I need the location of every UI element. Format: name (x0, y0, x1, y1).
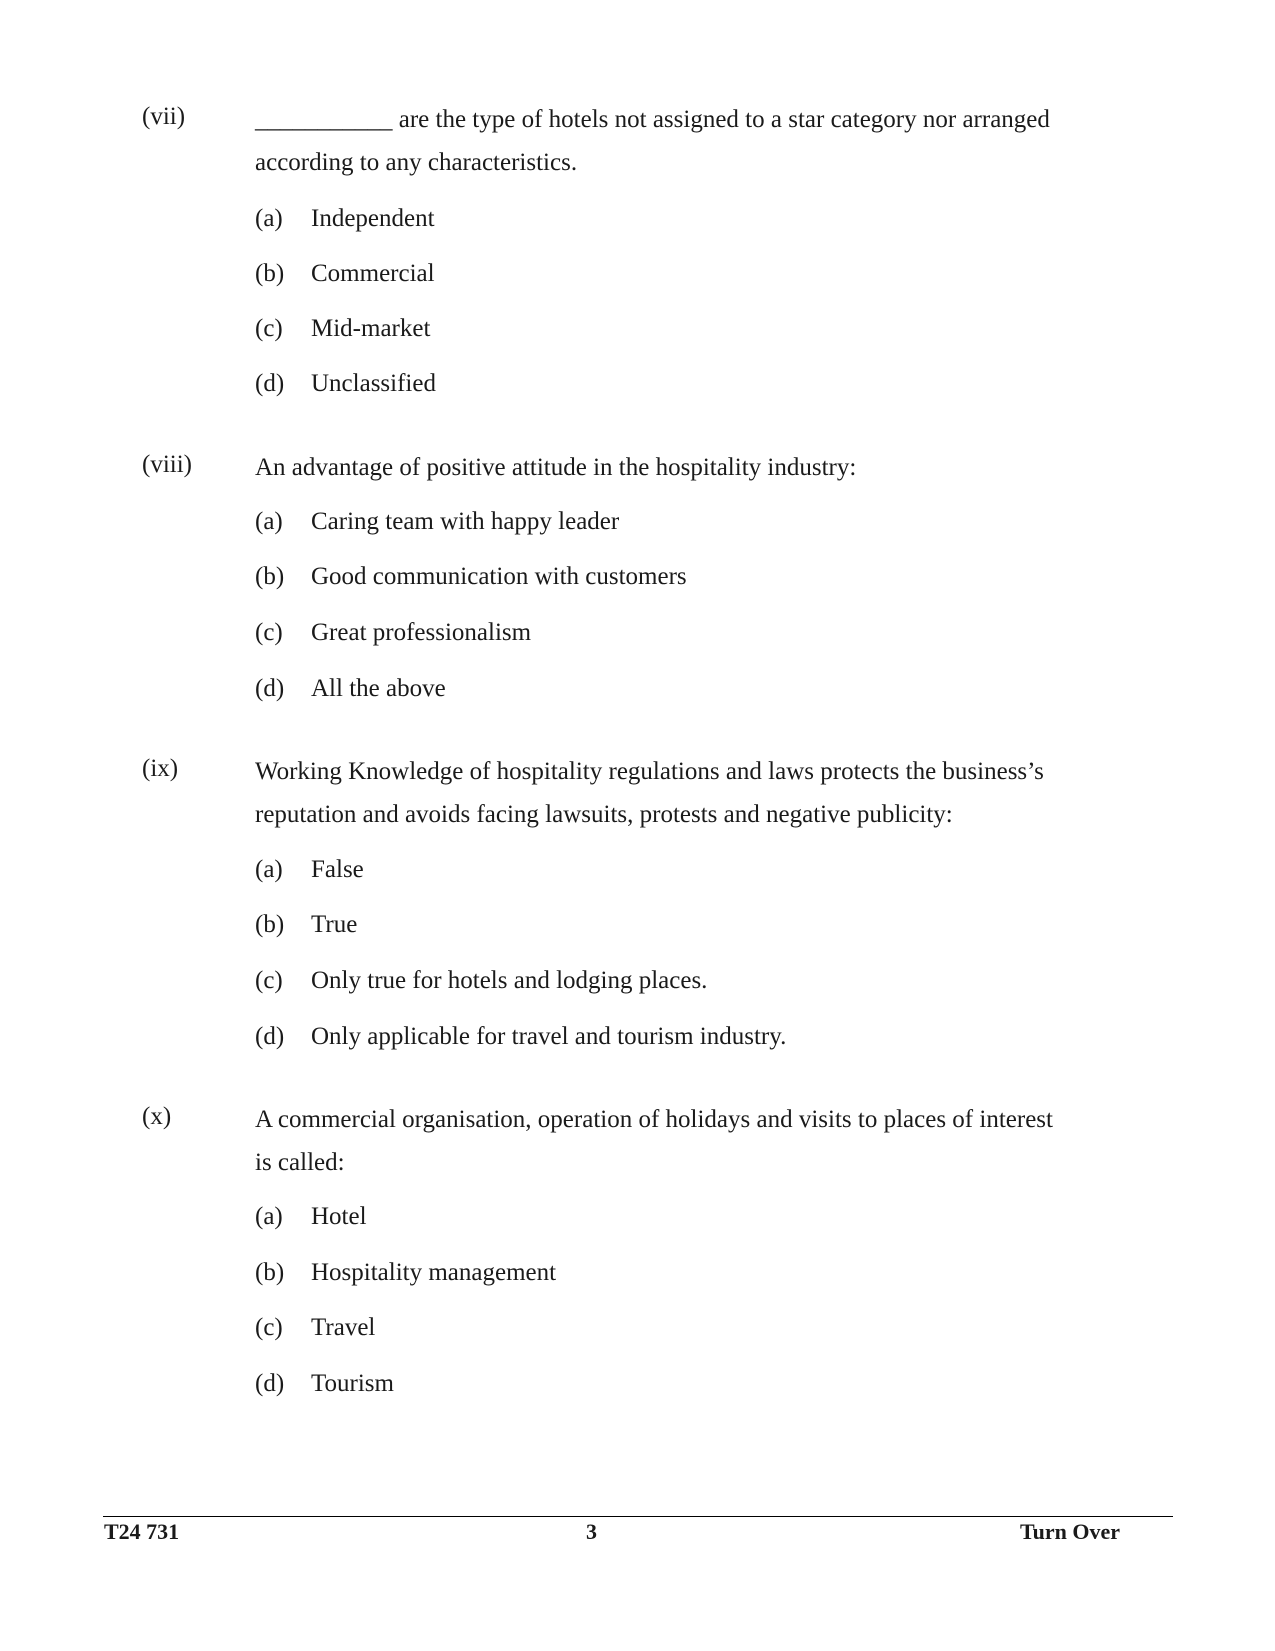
option-b (255, 563, 687, 591)
question-number: (ix) (142, 755, 179, 782)
option-b (255, 260, 435, 288)
option-label: (a) (255, 205, 283, 232)
option-label: (a) (255, 856, 283, 883)
option-d (255, 1023, 786, 1051)
option-b (255, 1259, 556, 1287)
option-a (255, 1203, 367, 1231)
question-number: (x) (142, 1103, 172, 1130)
option-text: Independent (311, 205, 435, 232)
option-label: (d) (255, 370, 285, 397)
option-c (255, 1314, 375, 1342)
option-label: (a) (255, 1203, 283, 1230)
option-label: (b) (255, 563, 285, 590)
option-c (255, 967, 707, 995)
option-label: (c) (255, 315, 283, 342)
option-a (255, 205, 435, 233)
option-text: Mid-market (311, 315, 431, 342)
option-d (255, 1370, 394, 1398)
option-d (255, 370, 436, 398)
option-c (255, 619, 531, 647)
option-text: Unclassified (311, 370, 436, 397)
option-a (255, 856, 364, 884)
paper-code: T24 731 (104, 1519, 180, 1544)
option-label: (d) (255, 1023, 285, 1050)
option-text: Hospitality management (311, 1259, 557, 1286)
option-text: Great professionalism (311, 619, 532, 646)
question-number: (viii) (142, 451, 192, 478)
option-text: Commercial (311, 260, 435, 287)
option-label: (b) (255, 1259, 285, 1286)
option-label: (d) (255, 1370, 285, 1397)
option-text: Good communication with customers (311, 563, 687, 590)
option-d (255, 675, 446, 703)
question-text: ___________ are the type of hotels not assigned to a star category nor arranged according to any characteristics. (255, 106, 1050, 176)
option-label: (c) (255, 967, 283, 994)
option-text: True (311, 911, 358, 938)
option-text: Hotel (311, 1203, 367, 1230)
question-text: An advantage of positive attitude in the hospitality industry: (255, 454, 857, 481)
option-text: Only applicable for travel and tourism industry. (311, 1023, 787, 1050)
option-text: Caring team with happy leader (311, 508, 620, 535)
question-text: Working Knowledge of hospitality regulations and laws protects the business’s reputation and avoids facing lawsuits, protests and negative publicity: (255, 758, 1044, 828)
turn-over-label: Turn Over (1020, 1519, 1121, 1544)
option-text: All the above (311, 675, 446, 702)
option-a (255, 508, 619, 536)
question-number: (vii) (142, 103, 186, 130)
option-c (255, 315, 430, 343)
option-text: False (311, 856, 364, 883)
option-label: (b) (255, 911, 285, 938)
option-label: (b) (255, 260, 285, 287)
option-text: Only true for hotels and lodging places. (311, 967, 708, 994)
option-b (255, 911, 357, 939)
question-text: A commercial organisation, operation of holidays and visits to places of interest is called: (255, 1106, 1053, 1176)
option-label: (d) (255, 675, 285, 702)
option-label: (c) (255, 1314, 283, 1341)
option-text: Tourism (311, 1370, 394, 1397)
option-label: (a) (255, 508, 283, 535)
footer-divider (103, 1516, 1173, 1517)
option-text: Travel (311, 1314, 376, 1341)
option-label: (c) (255, 619, 283, 646)
page-number: 3 (586, 1519, 597, 1544)
